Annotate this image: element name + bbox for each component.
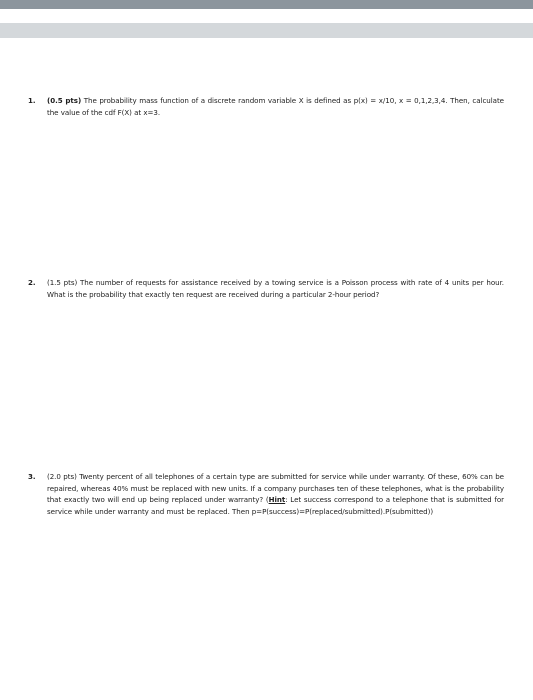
question-1	[28, 95, 504, 118]
question-number: 2.	[28, 278, 36, 287]
header-band	[0, 23, 533, 38]
hint-label: Hint	[268, 495, 286, 505]
question-text	[47, 95, 504, 118]
question-body: The number of requests for assistance received by a towing service is a Poisson process with rate of 4 units per hour. What is the probability that exactly ten request are received during a particular 2-hour period?	[47, 278, 504, 299]
hint-text: : Let success correspond to a telephone that is submitted for service while under warranty and must be replaced. Then p=P(success)=P(replaced/submitted).P(submitted))	[47, 495, 504, 516]
hint-open: (	[265, 495, 269, 505]
question-number: 1.	[28, 96, 36, 105]
question-points: (2.0 pts)	[47, 472, 77, 481]
question-body: The probability mass function of a discrete random variable X is defined as p(x) = x/10, x = 0,1,2,3,4. Then, calculate the value of the cdf F(X) at x=3.	[47, 96, 504, 117]
question-points: (0.5 pts)	[47, 96, 82, 105]
question-text	[47, 471, 504, 517]
question-points: (1.5 pts)	[47, 278, 78, 287]
top-bar	[0, 0, 533, 9]
question-body: Twenty percent of all telephones of a certain type are submitted for service while under warranty. Of these, 60% can be repaired, whereas 40% must be replaced with new units. If a company purchases ten of these telephones, what is the probability that exactly two will end up being replaced under warranty?	[47, 472, 504, 505]
question-2	[28, 277, 504, 300]
question-text	[47, 277, 504, 300]
question-3	[28, 471, 504, 517]
question-number: 3.	[28, 472, 36, 481]
